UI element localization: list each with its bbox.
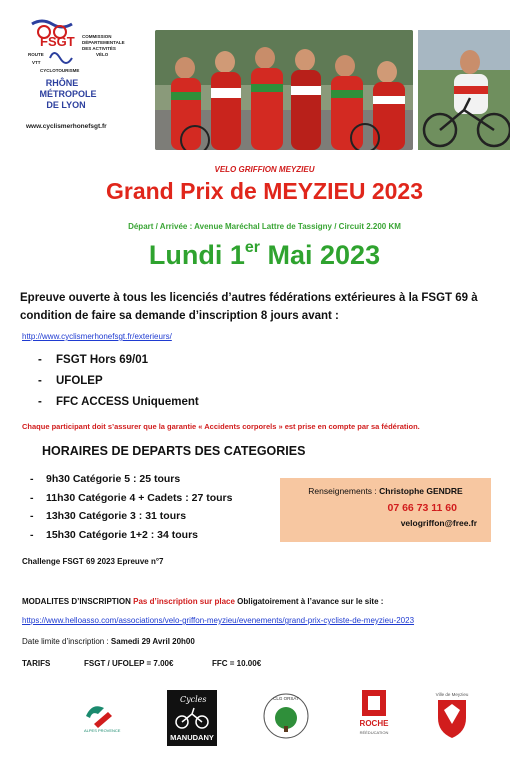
svg-text:Cycles: Cycles	[180, 695, 207, 704]
deadline-text: Date limite d’inscription : Samedi 29 Avril 20h00	[22, 637, 195, 646]
helloasso-link[interactable]: https://www.helloasso.com/associations/velo-griffon-meyzieu/evenements/grand-prix-cycliste-de-meyzieu-2023	[22, 616, 415, 625]
svg-text:VÉLO: VÉLO	[96, 52, 109, 57]
warning-text: Chaque participant doit s’assurer que la garantie « Accidents corporels » est prise en compte par sa fédération.	[22, 422, 420, 431]
cycles-manudany-logo	[167, 690, 217, 746]
logo-url: www.cyclismerhonefsgt.fr	[26, 123, 107, 130]
tarifs-line	[22, 659, 261, 668]
fsgt-logo	[22, 18, 142, 140]
college-orsat-logo	[264, 694, 308, 738]
svg-text:CYCLOTOURISME: CYCLOTOURISME	[40, 68, 80, 73]
svg-text:RHÔNE: RHÔNE	[45, 78, 79, 88]
list-item: - 11h30 Catégorie 4 + Cadets : 27 tours	[30, 491, 233, 504]
contact-name: Renseignements : Christophe GENDRE	[308, 486, 463, 496]
event-date: Lundi 1er Mai 2023	[148, 239, 381, 270]
sponsors-row	[80, 688, 480, 748]
svg-text:VTT: VTT	[32, 60, 41, 65]
contact-phone: 07 66 73 11 60	[387, 502, 457, 514]
challenge-text: Challenge FSGT 69 2023 Epreuve n°7	[22, 557, 164, 566]
list-item: - FFC ACCESS Uniquement	[38, 396, 199, 408]
list-item: - 9h30 Catégorie 5 : 25 tours	[30, 473, 181, 485]
svg-text:ROCHE: ROCHE	[359, 719, 389, 728]
intro-text: Epreuve ouverte à tous les licenciés d’autres fédérations extérieures à la FSGT 69 à condition de faire sa demande d’inscription 8 jours avant :	[20, 292, 478, 322]
rider-photo	[418, 30, 510, 150]
exterieurs-link[interactable]: http://www.cyclismerhonefsgt.fr/exterieurs/	[22, 332, 172, 341]
contact-box	[280, 478, 491, 542]
svg-text:ROUTE: ROUTE	[28, 52, 44, 57]
club-name: VELO GRIFFION MEYZIEU	[214, 165, 315, 174]
modalites-text: MODALITES D’INSCRIPTION Pas d’inscription sur place Obligatoirement à l’avance sur le site :	[22, 597, 384, 606]
svg-text:MÉTROPOLE: MÉTROPOLE	[39, 89, 97, 99]
svg-text:Ville de Meyzieu: Ville de Meyzieu	[435, 692, 469, 697]
svg-text:COMMISSION: COMMISSION	[82, 34, 112, 39]
depart-info: Départ / Arrivée : Avenue Maréchal Lattre de Tassigny / Circuit 2.200 KM	[128, 222, 401, 231]
list-item: - FSGT Hors 69/01	[38, 354, 149, 366]
svg-text:ALPES PROVENCE: ALPES PROVENCE	[84, 728, 121, 733]
svg-text:DES ACTIVITÉS: DES ACTIVITÉS	[82, 46, 116, 51]
tarif-fsgt: FSGT / UFOLEP = 7.00€	[84, 659, 174, 668]
svg-text:MANUDANY: MANUDANY	[170, 733, 214, 742]
meyzieu-logo	[436, 692, 469, 738]
credit-agricole-logo	[84, 706, 121, 733]
event-title: Grand Prix de MEYZIEU 2023	[105, 178, 423, 204]
categories-list	[30, 470, 232, 544]
tarifs-label: TARIFS	[22, 659, 51, 668]
svg-text:DÉPARTEMENTALE: DÉPARTEMENTALE	[82, 40, 125, 45]
svg-text:CLG ORSAT: CLG ORSAT	[273, 696, 299, 701]
list-item: - 15h30 Catégorie 1+2 : 34 tours	[30, 528, 199, 541]
roche-logo	[360, 690, 390, 735]
horaires-title: HORAIRES DE DEPARTS DES CATEGORIES	[42, 444, 306, 458]
svg-text:FSGT: FSGT	[40, 34, 75, 49]
tarif-ffc: FFC = 10.00€	[212, 659, 262, 668]
svg-text:DE LYON: DE LYON	[46, 100, 86, 110]
list-item: - 13h30 Catégorie 3 : 31 tours	[30, 510, 187, 522]
svg-text:RÉÉDUCATION: RÉÉDUCATION	[359, 730, 389, 735]
team-photo	[155, 30, 413, 150]
list-item: - UFOLEP	[38, 375, 103, 387]
contact-email: velogriffon@free.fr	[400, 518, 477, 528]
federations-list	[38, 350, 199, 413]
